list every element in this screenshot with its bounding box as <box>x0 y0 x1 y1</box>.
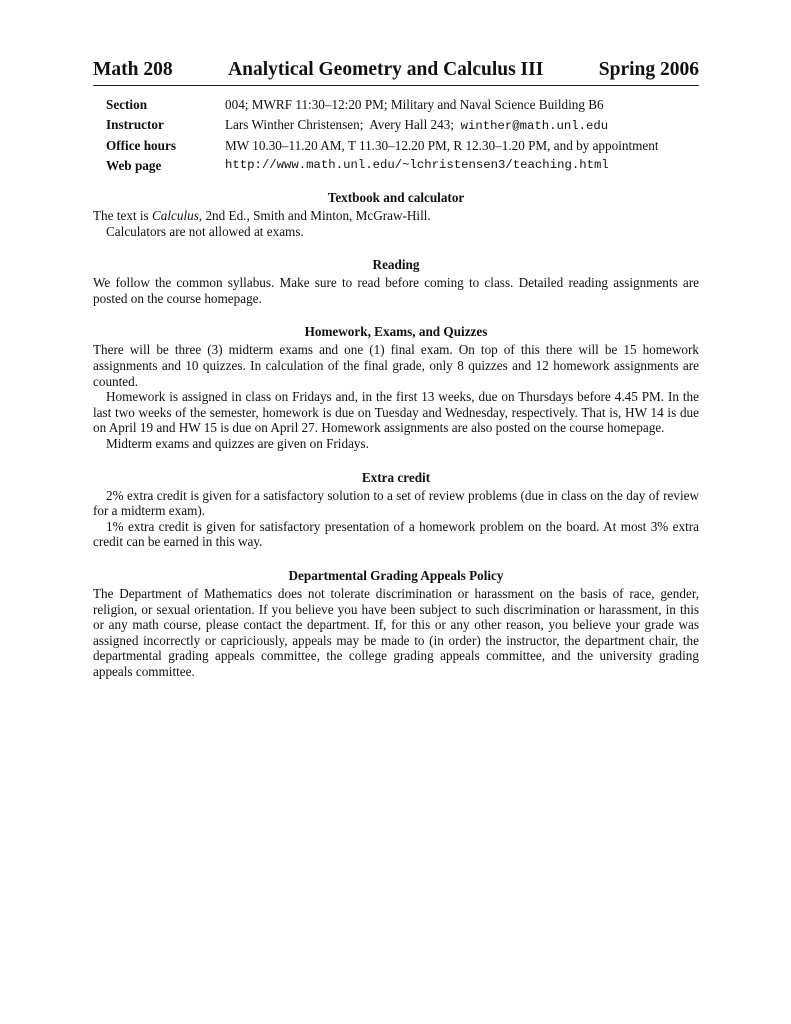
textbook-text: 2nd Ed., Smith and Minton, McGraw-Hill. <box>202 208 431 223</box>
info-row-web-page <box>106 156 699 176</box>
syllabus-page <box>93 58 699 679</box>
section-title-appeals: Departmental Grading Appeals Policy <box>288 567 504 583</box>
reading-paragraph: We follow the common syllabus. Make sure to read before coming to class. Detailed reading assignments are posted on the course homepage. <box>93 275 699 306</box>
info-row-instructor <box>106 115 699 137</box>
info-label: Instructor <box>106 116 164 132</box>
calculator-paragraph: Calculators are not allowed at exams. <box>106 223 304 239</box>
textbook-text: The text is <box>93 208 152 223</box>
office-hours-value: MW 10.30–11.20 AM, T 11.30–12.20 PM, R 12.30–1.20 PM, and by appointment <box>225 138 659 153</box>
section-title-extra-credit: Extra credit <box>361 469 431 485</box>
extra-credit-paragraph: 2% extra credit is given for a satisfactory solution to a set of review problems (due in class on the day of review for a midterm exam). <box>93 487 699 519</box>
homework-paragraph: There will be three (3) midterm exams and one (1) final exam. On top of this there will be 15 homework assignments and 10 quizzes. In calculation of the final grade, only 8 quizzes and 12 homework assignments are counted. <box>93 342 699 389</box>
section-title-textbook: Textbook and calculator <box>327 190 465 205</box>
instructor-email[interactable]: winther@math.unl.edu <box>460 118 609 133</box>
info-label: Web page <box>106 157 162 173</box>
info-label: Section <box>106 97 148 112</box>
section-title-homework: Homework, Exams, and Quizzes <box>304 324 488 340</box>
extra-credit-paragraph: 1% extra credit is given for satisfactory presentation of a homework problem on the board. At most 3% extra credit can be earned in this way. <box>93 518 699 550</box>
page-header <box>93 58 699 86</box>
course-number: Math 208 <box>93 59 173 80</box>
course-title: Analytical Geometry and Calculus III <box>228 59 544 80</box>
info-row-section <box>106 95 699 115</box>
course-info-table <box>106 95 699 175</box>
section-value: 004; MWRF 11:30–12:20 PM; Military and Naval Science Building B6 <box>225 97 604 112</box>
web-page-link[interactable]: http://www.math.unl.edu/~lchristensen3/teaching.html <box>225 157 609 172</box>
homework-paragraph: Midterm exams and quizzes are given on Fridays. <box>106 435 369 451</box>
info-label: Office hours <box>106 138 176 153</box>
section-title-reading: Reading <box>372 257 420 273</box>
course-term: Spring 2006 <box>598 59 699 80</box>
instructor-value <box>225 115 699 137</box>
textbook-paragraph <box>93 208 699 224</box>
appeals-paragraph: The Department of Mathematics does not tolerate discrimination or harassment on the basis of race, gender, religion, or sexual orientation. If you believe you have been subject to such discrimination or harassment, in this or any math course, please contact the department. If, for this or any other reason, you believe your grade was assigned incorrectly or capriciously, appeals may be made to (in order) the instructor, the department chair, the departmental grading appeals committee, the college grading appeals committee, and the university grading appeals committee. <box>93 585 699 679</box>
homework-paragraph: Homework is assigned in class on Fridays and, in the first 13 weeks, due on Thursdays before 4.45 PM. In the last two weeks of the semester, homework is due on Tuesday and Wednesday, respectively. That is, HW 14 is due on April 19 and HW 15 is due on April 27. Homework assignments are also posted on the course homepage. <box>93 389 699 436</box>
textbook-title: Calculus, <box>151 208 203 223</box>
instructor-name-office: Lars Winther Christensen; Avery Hall 243; <box>225 116 461 132</box>
info-row-office-hours <box>106 136 699 156</box>
